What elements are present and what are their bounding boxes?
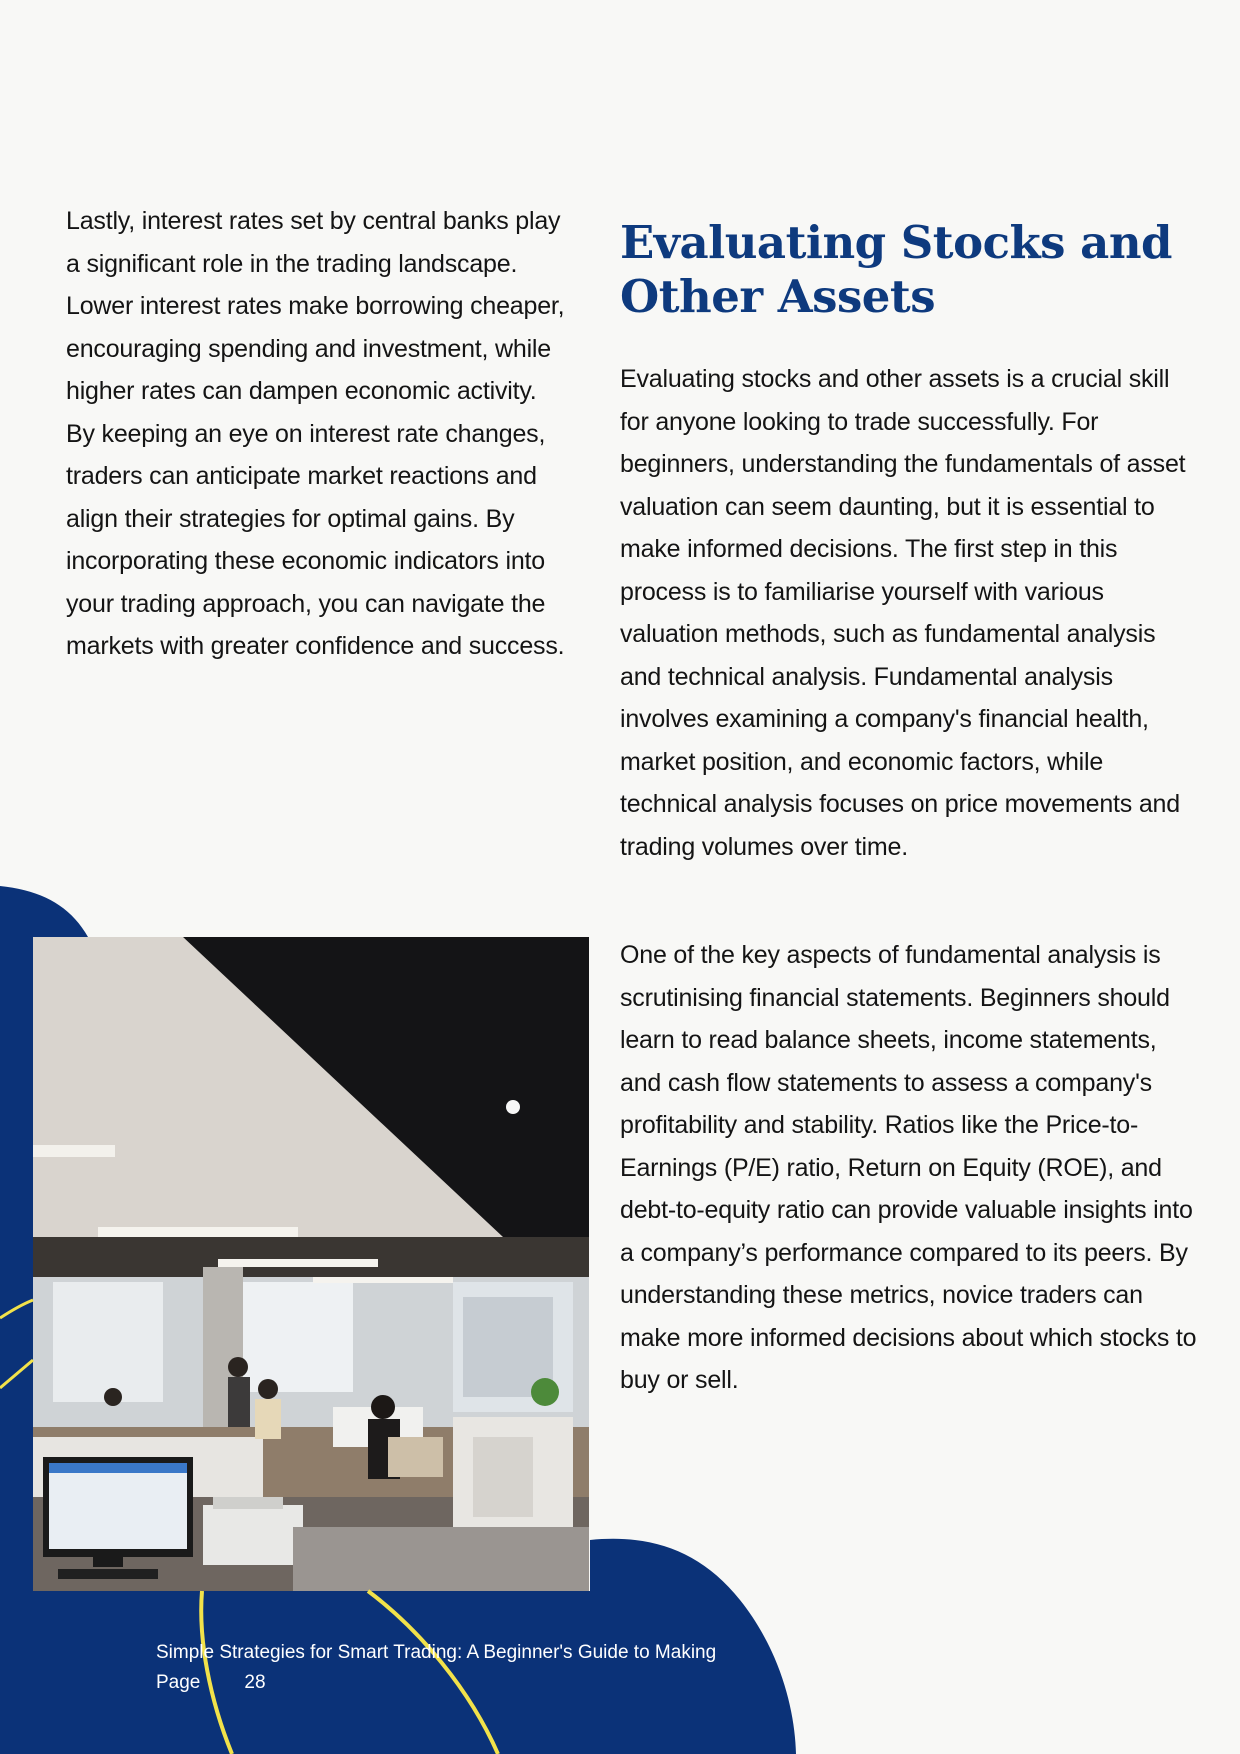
right-column <box>620 216 1200 868</box>
section-heading: Evaluating Stocks and Other Assets <box>620 216 1173 323</box>
footer-book-title: Simple Strategies for Smart Trading: A Beginner's Guide to Making <box>156 1642 717 1663</box>
office-photo <box>33 937 589 1591</box>
footer-page-line <box>156 1668 796 1698</box>
section-paragraph-2: One of the key aspects of fundamental analysis is scrutinising financial statements. Beginners should learn to read balance sheets, income statements, and cash flow statements to assess a company's profitability and stability. Ratios like the Price-to-Earnings (P/E) ratio, Return on Equity (ROE), and debt-to-equity ratio can provide valuable insights into a company’s performance compared to its peers. By understanding these metrics, novice traders can make more informed decisions about which stocks to buy or sell. <box>620 941 1197 1394</box>
footer-page-label: Page <box>156 1672 201 1693</box>
page-footer <box>156 1638 796 1698</box>
footer-page-number: 28 <box>244 1672 266 1693</box>
section-paragraph-1: Evaluating stocks and other assets is a crucial skill for anyone looking to trade successfully. For beginners, understanding the fundamentals of asset valuation can seem daunting, but it is essential to make informed decisions. The first step in this process is to familiarise yourself with various valuation methods, such as fundamental analysis and technical analysis. Fundamental analysis involves examining a company's financial health, market position, and economic factors, while technical analysis focuses on price movements and trading volumes over time. <box>620 365 1186 861</box>
left-column-paragraph: Lastly, interest rates set by central banks play a significant role in the trading landscape. Lower interest rates make borrowing cheaper, encouraging spending and investment, while higher rates can dampen economic activity. By keeping an eye on interest rate changes, traders can anticipate market reactions and align their strategies for optimal gains. By incorporating these economic indicators into your trading approach, you can navigate the markets with greater confidence and success. <box>66 207 565 660</box>
